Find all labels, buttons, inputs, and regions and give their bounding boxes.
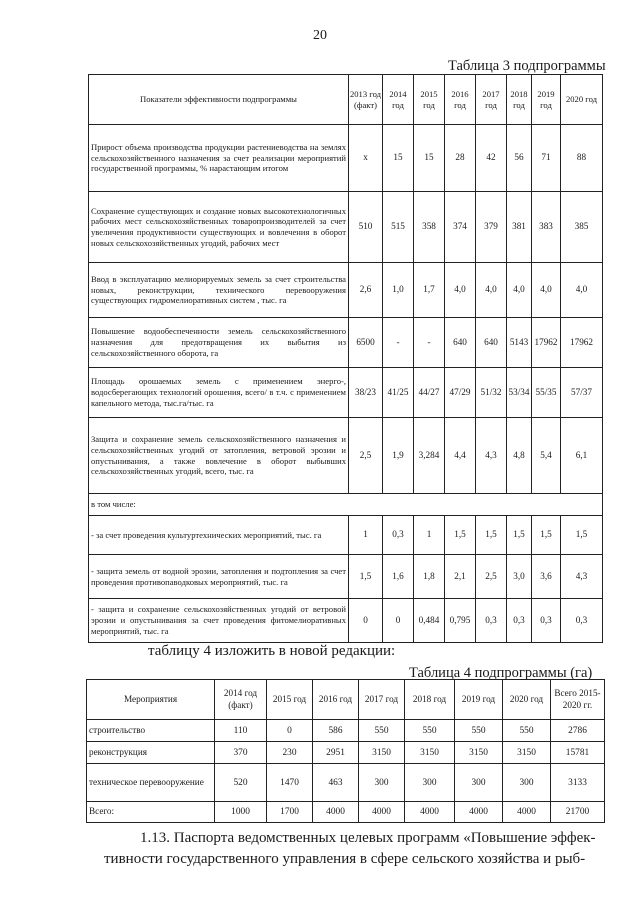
table3-value-cell: 2,6 <box>349 263 383 318</box>
table3-header-year: 2018 год <box>507 75 532 125</box>
table4-value-cell: 15781 <box>551 742 605 764</box>
table3-value-cell: 510 <box>349 192 383 263</box>
table3-value-cell: 4,8 <box>507 418 532 494</box>
table3-value-cell: 17962 <box>532 318 561 368</box>
table4-value-cell: 4000 <box>405 802 455 823</box>
table3-value-cell: 381 <box>507 192 532 263</box>
table4-caption: Таблица 4 подпрограммы (га) <box>409 665 593 681</box>
table3-value-cell: 515 <box>383 192 414 263</box>
table4-label-cell: строительство <box>87 720 215 742</box>
table3-value-cell: 55/35 <box>532 368 561 418</box>
table4-value-cell: 1000 <box>215 802 267 823</box>
table3-value-cell: x <box>349 125 383 192</box>
table3-value-cell: 0 <box>383 599 414 643</box>
table3-value-cell: 53/34 <box>507 368 532 418</box>
table3-value-cell: 2,5 <box>349 418 383 494</box>
table3-row <box>89 516 603 555</box>
table4-value-cell: 230 <box>267 742 313 764</box>
table3-value-cell: 47/29 <box>445 368 476 418</box>
page-number: 20 <box>313 28 327 43</box>
table3-indicator-cell: Прирост объема производства продукции растениеводства на землях сельскохозяйственного назначения за счет реализации мероприятий государственной программы, % нарастающим итогом <box>89 125 349 192</box>
table4-header-cell: Всего 2015-2020 гг. <box>551 680 605 720</box>
table3-row <box>89 318 603 368</box>
table3-value-cell: 4,3 <box>561 555 603 599</box>
table3-header-year: 2020 год <box>561 75 603 125</box>
table3-row <box>89 125 603 192</box>
table3-row <box>89 368 603 418</box>
table4-value-cell: 0 <box>267 720 313 742</box>
table4-value-cell: 3150 <box>503 742 551 764</box>
table3-value-cell: 38/23 <box>349 368 383 418</box>
table3-value-cell: 17962 <box>561 318 603 368</box>
table3-value-cell: 1,5 <box>445 516 476 555</box>
table3-header-year: 2019 год <box>532 75 561 125</box>
table4-value-cell: 550 <box>359 720 405 742</box>
table3-value-cell: 2,5 <box>476 555 507 599</box>
table3-value-cell: 358 <box>414 192 445 263</box>
table4-value-cell: 300 <box>359 764 405 802</box>
table3-value-cell: 4,0 <box>445 263 476 318</box>
table4-header-cell: 2016 год <box>313 680 359 720</box>
table3-caption: Таблица 3 подпрограммы <box>448 58 606 74</box>
table3-value-cell: 1,5 <box>476 516 507 555</box>
table4-header-cell: 2015 год <box>267 680 313 720</box>
table3-value-cell: 1,5 <box>561 516 603 555</box>
table3-value-cell: 15 <box>414 125 445 192</box>
table3-value-cell: 0,3 <box>383 516 414 555</box>
table3-value-cell: 3,284 <box>414 418 445 494</box>
table3-value-cell: 41/25 <box>383 368 414 418</box>
table3-value-cell: 71 <box>532 125 561 192</box>
table3-value-cell: 1,0 <box>383 263 414 318</box>
table3-value-cell: 1,6 <box>383 555 414 599</box>
table3-value-cell: - <box>383 318 414 368</box>
paragraph-line: тивности государственного управления в сфере сельского хозяйства и рыб- <box>104 851 586 867</box>
table3-row <box>89 555 603 599</box>
table4-row <box>87 720 605 742</box>
table4-value-cell: 4000 <box>313 802 359 823</box>
table4-value-cell: 463 <box>313 764 359 802</box>
table3-value-cell: 5143 <box>507 318 532 368</box>
table4-value-cell: 3133 <box>551 764 605 802</box>
table3-indicator-cell: Сохранение существующих и создание новых высокотехнологичных рабочих мест сельскохозяйственных товаропроизводителей за счет увеличения продуктивности существующих и вовлечения в оборот новых сельскохозяйственных угодий, рабочих мест <box>89 192 349 263</box>
table4-header-cell: 2019 год <box>455 680 503 720</box>
table3-value-cell: 4,3 <box>476 418 507 494</box>
table3-value-cell: 5,4 <box>532 418 561 494</box>
table3-indicator-cell: в том числе: <box>89 494 603 516</box>
table3-value-cell: 3,0 <box>507 555 532 599</box>
table4-value-cell: 520 <box>215 764 267 802</box>
table3-value-cell: 15 <box>383 125 414 192</box>
table4-value-cell: 4000 <box>359 802 405 823</box>
table4-value-cell: 300 <box>455 764 503 802</box>
table4-label-cell: техническое перевооружение <box>87 764 215 802</box>
table3-value-cell: 6,1 <box>561 418 603 494</box>
table3-value-cell: 1,5 <box>532 516 561 555</box>
table3-header-year: 2017 год <box>476 75 507 125</box>
table3-value-cell: 640 <box>476 318 507 368</box>
table4-value-cell: 586 <box>313 720 359 742</box>
table4-value-cell: 2951 <box>313 742 359 764</box>
table3-indicator-cell: - за счет проведения культуртехнических мероприятий, тыс. га <box>89 516 349 555</box>
table4-value-cell: 550 <box>405 720 455 742</box>
table3-row <box>89 192 603 263</box>
table3-row <box>89 263 603 318</box>
table3-indicator-cell: - защита земель от водной эрозии, затопления и подтопления за счет проведения противопаводковых мероприятий, тыс. га <box>89 555 349 599</box>
table4-value-cell: 21700 <box>551 802 605 823</box>
table3-value-cell: 1,5 <box>349 555 383 599</box>
table3-header-year: 2014 год <box>383 75 414 125</box>
table3-value-cell: 44/27 <box>414 368 445 418</box>
table4-value-cell: 110 <box>215 720 267 742</box>
table3-value-cell: 1,8 <box>414 555 445 599</box>
table3-value-cell: 0,484 <box>414 599 445 643</box>
table3-value-cell: 1,7 <box>414 263 445 318</box>
table3-indicator-cell: Защита и сохранение земель сельскохозяйственного назначения и сельскохозяйственных угодий от затопления, ветровой эрозии и опустынивания, а также вовлечение в оборот выбывших сельскохозяйственных угодий, всего, тыс. га <box>89 418 349 494</box>
table3-value-cell: 6500 <box>349 318 383 368</box>
table3-header-year: 2013 год (факт) <box>349 75 383 125</box>
table3-value-cell: 0 <box>349 599 383 643</box>
table4-header-cell: 2014 год (факт) <box>215 680 267 720</box>
table3-value-cell: 4,4 <box>445 418 476 494</box>
table4-value-cell: 2786 <box>551 720 605 742</box>
table4-header-cell: Мероприятия <box>87 680 215 720</box>
table4-label-cell: реконструкция <box>87 742 215 764</box>
table3-value-cell: 374 <box>445 192 476 263</box>
table3-value-cell: 57/37 <box>561 368 603 418</box>
table4-value-cell: 3150 <box>455 742 503 764</box>
table3-value-cell: 0,3 <box>532 599 561 643</box>
table4-value-cell: 4000 <box>455 802 503 823</box>
table3-value-cell: 0,3 <box>476 599 507 643</box>
table3-value-cell: 379 <box>476 192 507 263</box>
table3-indicator-cell: - защита и сохранение сельскохозяйственных угодий от ветровой эрозии и опустынивания за счет проведения фитомелиоративных мероприятий, тыс. га <box>89 599 349 643</box>
table3-value-cell: 640 <box>445 318 476 368</box>
table4-value-cell: 3150 <box>405 742 455 764</box>
table3-value-cell: 42 <box>476 125 507 192</box>
table3-value-cell: 4,0 <box>532 263 561 318</box>
table3-value-cell: 2,1 <box>445 555 476 599</box>
table4-value-cell: 300 <box>405 764 455 802</box>
table3-value-cell: 383 <box>532 192 561 263</box>
table3-header-year: 2015 год <box>414 75 445 125</box>
table4-value-cell: 370 <box>215 742 267 764</box>
table3-header-row <box>89 75 603 125</box>
table4-value-cell: 1700 <box>267 802 313 823</box>
table4-value-cell: 550 <box>455 720 503 742</box>
table3-value-cell: 0,3 <box>507 599 532 643</box>
table4-value-cell: 300 <box>503 764 551 802</box>
table4-header-cell: 2020 год <box>503 680 551 720</box>
paragraph <box>104 828 604 870</box>
table4 <box>86 679 605 823</box>
table3-header-indicator: Показатели эффективности подпрограммы <box>89 75 349 125</box>
table3-row <box>89 418 603 494</box>
table4-label-cell: Всего: <box>87 802 215 823</box>
table3-value-cell: 4,0 <box>561 263 603 318</box>
table4-value-cell: 550 <box>503 720 551 742</box>
table3-value-cell: 0,3 <box>561 599 603 643</box>
table3-value-cell: 1,5 <box>507 516 532 555</box>
paragraph-line: 1.13. Паспорта ведомственных целевых программ «Повышение эффек- <box>140 830 596 846</box>
table3-row <box>89 494 603 516</box>
table4-header-row <box>87 680 605 720</box>
table4-header-cell: 2018 год <box>405 680 455 720</box>
table4-row <box>87 764 605 802</box>
table4-value-cell: 3150 <box>359 742 405 764</box>
table3-value-cell: 56 <box>507 125 532 192</box>
table3-value-cell: 88 <box>561 125 603 192</box>
table3 <box>88 74 603 643</box>
table3-row <box>89 599 603 643</box>
instruction-text: таблицу 4 изложить в новой редакции: <box>148 643 396 659</box>
table3-value-cell: 385 <box>561 192 603 263</box>
table3-header-year: 2016 год <box>445 75 476 125</box>
table3-value-cell: 4,0 <box>507 263 532 318</box>
table3-value-cell: 1,9 <box>383 418 414 494</box>
table3-indicator-cell: Ввод в эксплуатацию мелиорируемых земель за счет строительства новых, реконструкции, технического перевооружения существующих гидромелиоративных систем , тыс. га <box>89 263 349 318</box>
table4-row <box>87 742 605 764</box>
table3-value-cell: 4,0 <box>476 263 507 318</box>
table3-indicator-cell: Площадь орошаемых земель с применением энерго-, водосберегающих технологий орошения, всего/ в т.ч. с применением капельного метода, тыс.га/тыс. га <box>89 368 349 418</box>
table3-indicator-cell: Повышение водообеспеченности земель сельскохозяйственного назначения для предотвращения их выбытия из сельскохозяйственного оборота, га <box>89 318 349 368</box>
table3-value-cell: - <box>414 318 445 368</box>
table4-header-cell: 2017 год <box>359 680 405 720</box>
table3-value-cell: 3,6 <box>532 555 561 599</box>
table4-value-cell: 4000 <box>503 802 551 823</box>
table3-value-cell: 1 <box>414 516 445 555</box>
table3-value-cell: 51/32 <box>476 368 507 418</box>
table3-value-cell: 0,795 <box>445 599 476 643</box>
table3-value-cell: 1 <box>349 516 383 555</box>
table4-value-cell: 1470 <box>267 764 313 802</box>
table4-row <box>87 802 605 823</box>
table3-value-cell: 28 <box>445 125 476 192</box>
